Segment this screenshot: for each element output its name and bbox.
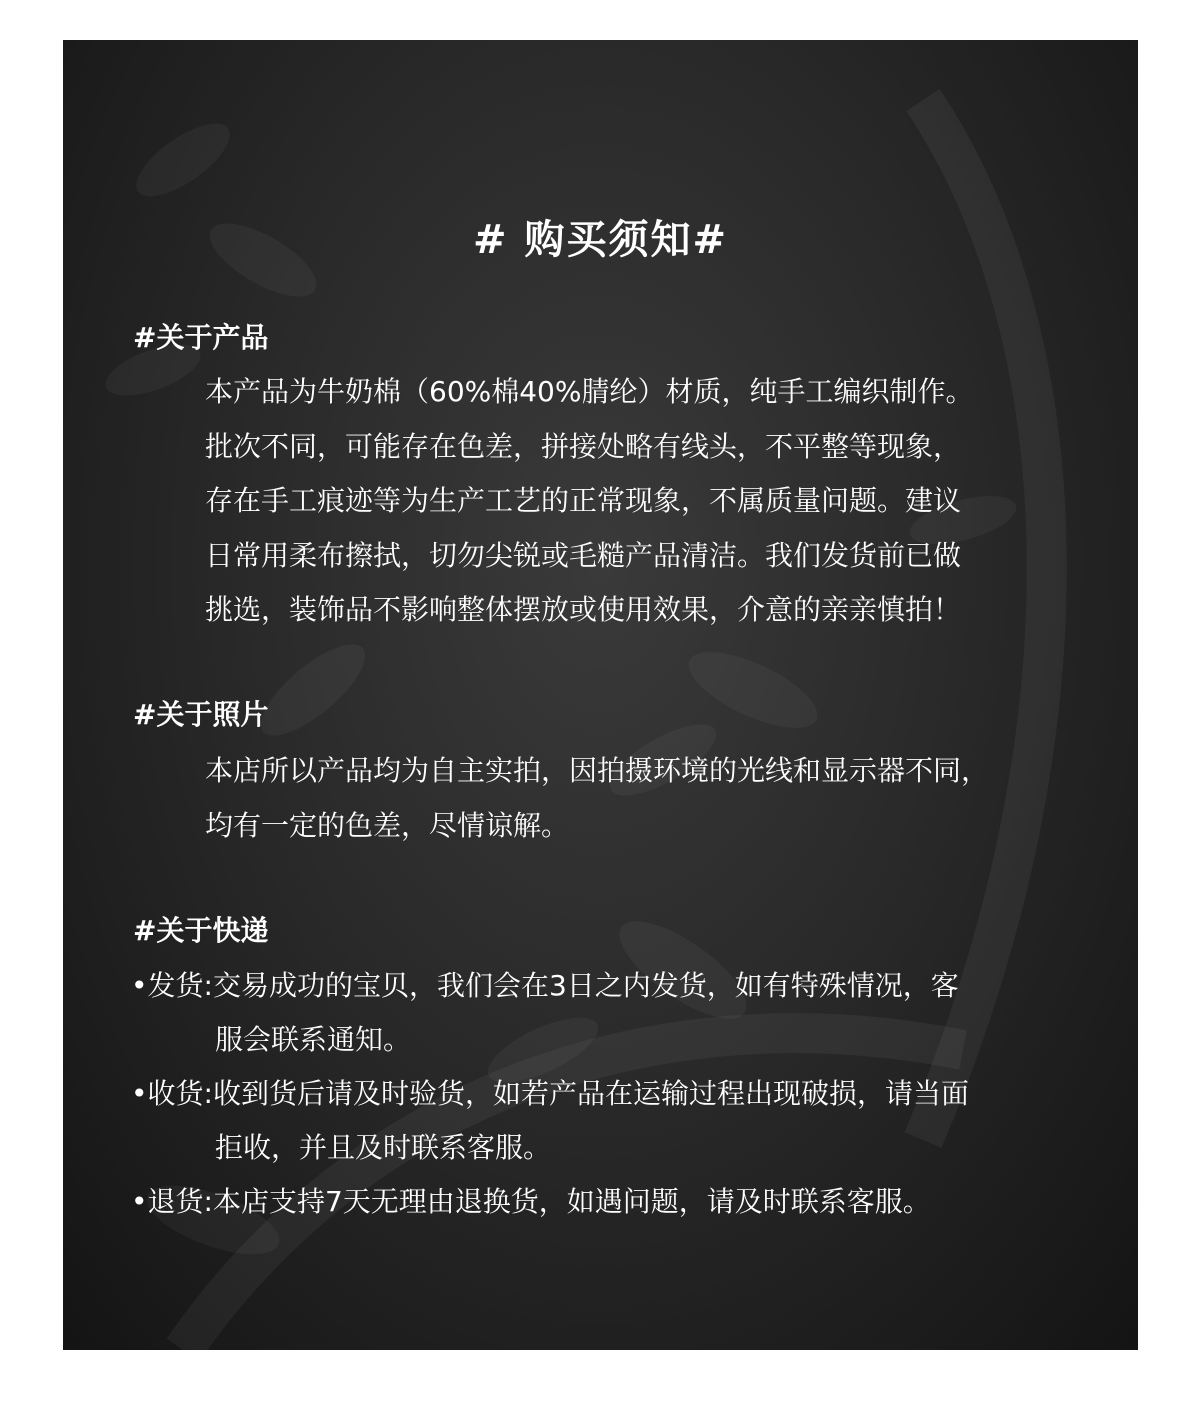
product-description (205, 365, 1085, 638)
shipping-item-return (131, 1175, 1081, 1229)
shipping-item-receipt (131, 1067, 1081, 1175)
bullet-continuation-line: 服会联系通知。 (215, 1023, 412, 1056)
bullet-first-line: •发货:交易成功的宝贝，我们会在3日之内发货，如有特殊情况，客 (131, 969, 959, 1002)
shipping-item-delivery (131, 959, 1081, 1067)
photos-description (205, 744, 1085, 853)
shipping-section-heading: #关于快递 (133, 914, 269, 947)
product-line: 日常用柔布擦拭，切勿尖锐或毛糙产品清洁。我们发货前已做 (205, 538, 962, 572)
product-line: 挑选，装饰品不影响整体摆放或使用效果，介意的亲亲慎拍！ (205, 593, 962, 626)
notice-panel (63, 40, 1138, 1350)
product-line: 本产品为牛奶棉（60%棉40%腈纶）材质，纯手工编织制作。 (205, 375, 974, 408)
bullet-continuation-line: 拒收，并且及时联系客服。 (215, 1131, 552, 1164)
photos-section-heading: #关于照片 (133, 698, 269, 731)
photos-line: 均有一定的色差，尽情谅解。 (205, 808, 570, 842)
product-line: 存在手工痕迹等为生产工艺的正常现象，不属质量问题。建议 (205, 484, 962, 517)
bullet-first-line: •退货:本店支持7天无理由退换货，如遇问题，请及时联系客服。 (131, 1185, 931, 1218)
product-line: 批次不同，可能存在色差，拼接处略有线头，不平整等现象， (205, 429, 962, 463)
bullet-first-line: •收货:收到货后请及时验货，如若产品在运输过程出现破损，请当面 (131, 1077, 969, 1110)
page-title: # 购买须知# (473, 217, 728, 263)
product-section-heading: #关于产品 (133, 321, 269, 354)
photos-line: 本店所以产品均为自主实拍，因拍摄环境的光线和显示器不同， (205, 754, 990, 787)
